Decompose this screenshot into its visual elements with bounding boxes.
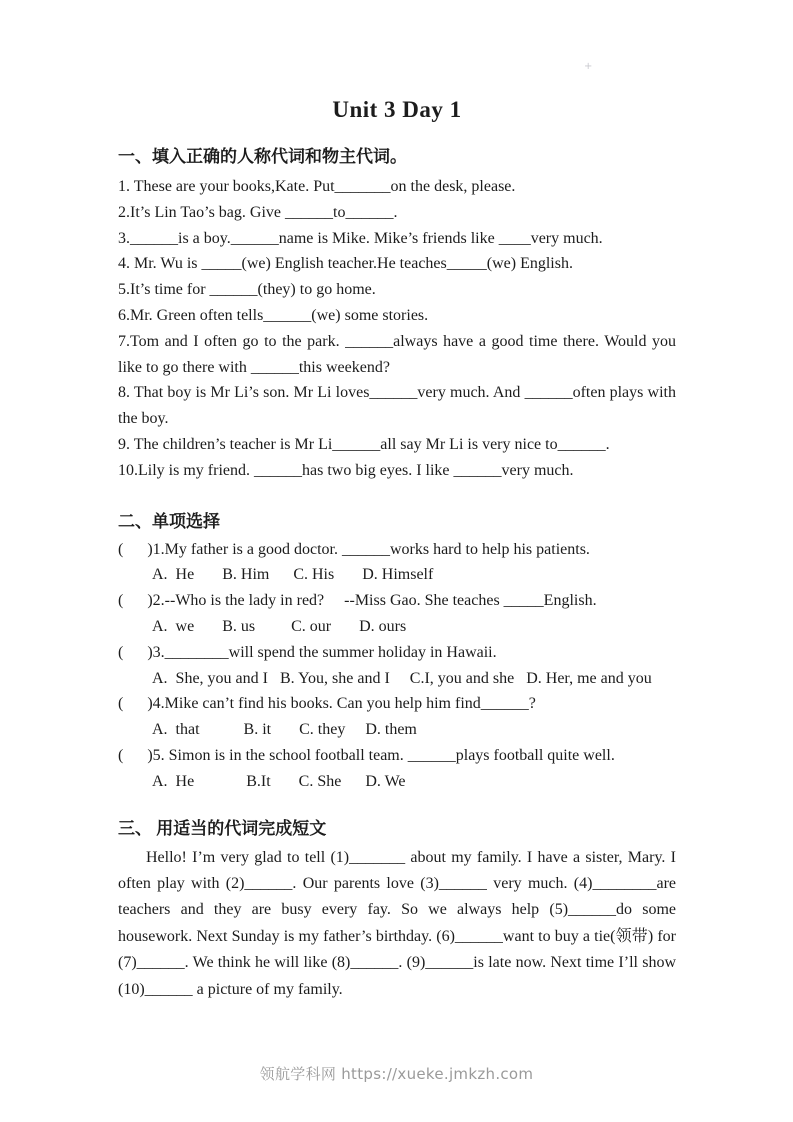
- fill-blank-item-2: 2.It’s Lin Tao’s bag. Give ______to______.: [118, 203, 398, 221]
- site-watermark: 领航学科网 https://xueke.jmkzh.com: [259, 1065, 534, 1083]
- choice-question-3: ( )3.________will spend the summer holiday in Hawaii.: [118, 643, 497, 661]
- choice-question-1: ( )1.My father is a good doctor. ______works hard to help his patients.: [118, 540, 590, 558]
- document-content: [118, 0, 676, 1003]
- scan-artifact-mark: +: [584, 61, 593, 72]
- page-title: Unit 3 Day 1: [332, 97, 462, 122]
- choice-question-2: ( )2.--Who is the lady in red? --Miss Gao. She teaches _____English.: [118, 592, 597, 610]
- choice-options-2: A. we B. us C. our D. ours: [152, 617, 407, 635]
- fill-blank-item-8: 8. That boy is Mr Li’s son. Mr Li loves______very much. And ______often plays with the boy.: [118, 384, 676, 428]
- fill-blank-item-9: 9. The children’s teacher is Mr Li______all say Mr Li is very nice to______.: [118, 435, 610, 453]
- fill-blank-item-7: 7.Tom and I often go to the park. ______always have a good time there. Would you like to go there with ______this weekend?: [118, 332, 676, 376]
- fill-blank-item-6: 6.Mr. Green often tells______(we) some stories.: [118, 306, 429, 324]
- fill-blank-item-10: 10.Lily is my friend. ______has two big eyes. I like ______very much.: [118, 461, 574, 479]
- fill-blank-item-4: 4. Mr. Wu is _____(we) English teacher.He teaches_____(we) English.: [118, 255, 573, 273]
- choice-options-4: A. that B. it C. they D. them: [152, 721, 417, 739]
- section2-heading: 二、单项选择: [118, 511, 220, 531]
- section3-heading: 三、 用适当的代词完成短文: [118, 818, 327, 838]
- choice-question-5: ( )5. Simon is in the school football team. ______plays football quite well.: [118, 746, 615, 764]
- cloze-paragraph: Hello! I’m very glad to tell (1)_______ about my family. I have a sister, Mary. I often play with (2)______. Our parents love (3)______ very much. (4)________are teachers and they are busy every fay. So we always help (5)______do some housework. Next Sunday is my father’s birthday. (6)______want to buy a tie(领带) for (7)______. We think he will like (8)______. (9)______is late now. Next time I’ll show (10)______ a picture of my family.: [118, 848, 676, 998]
- choice-options-3: A. She, you and I B. You, she and I C.I, you and she D. Her, me and you: [152, 669, 652, 687]
- choice-options-1: A. He B. Him C. His D. Himself: [152, 566, 434, 584]
- section1-heading: 一、填入正确的人称代词和物主代词。: [118, 147, 407, 166]
- choice-question-4: ( )4.Mike can’t find his books. Can you help him find______?: [118, 695, 536, 713]
- choice-options-5: A. He B.It C. She D. We: [152, 772, 406, 790]
- fill-blank-item-1: 1. These are your books,Kate. Put_______on the desk, please.: [118, 178, 516, 195]
- fill-blank-item-3: 3.______is a boy.______name is Mike. Mike’s friends like ____very much.: [118, 229, 603, 247]
- section1-items: [118, 174, 676, 484]
- fill-blank-item-5: 5.It’s time for ______(they) to go home.: [118, 281, 376, 299]
- section2-items: [118, 537, 676, 795]
